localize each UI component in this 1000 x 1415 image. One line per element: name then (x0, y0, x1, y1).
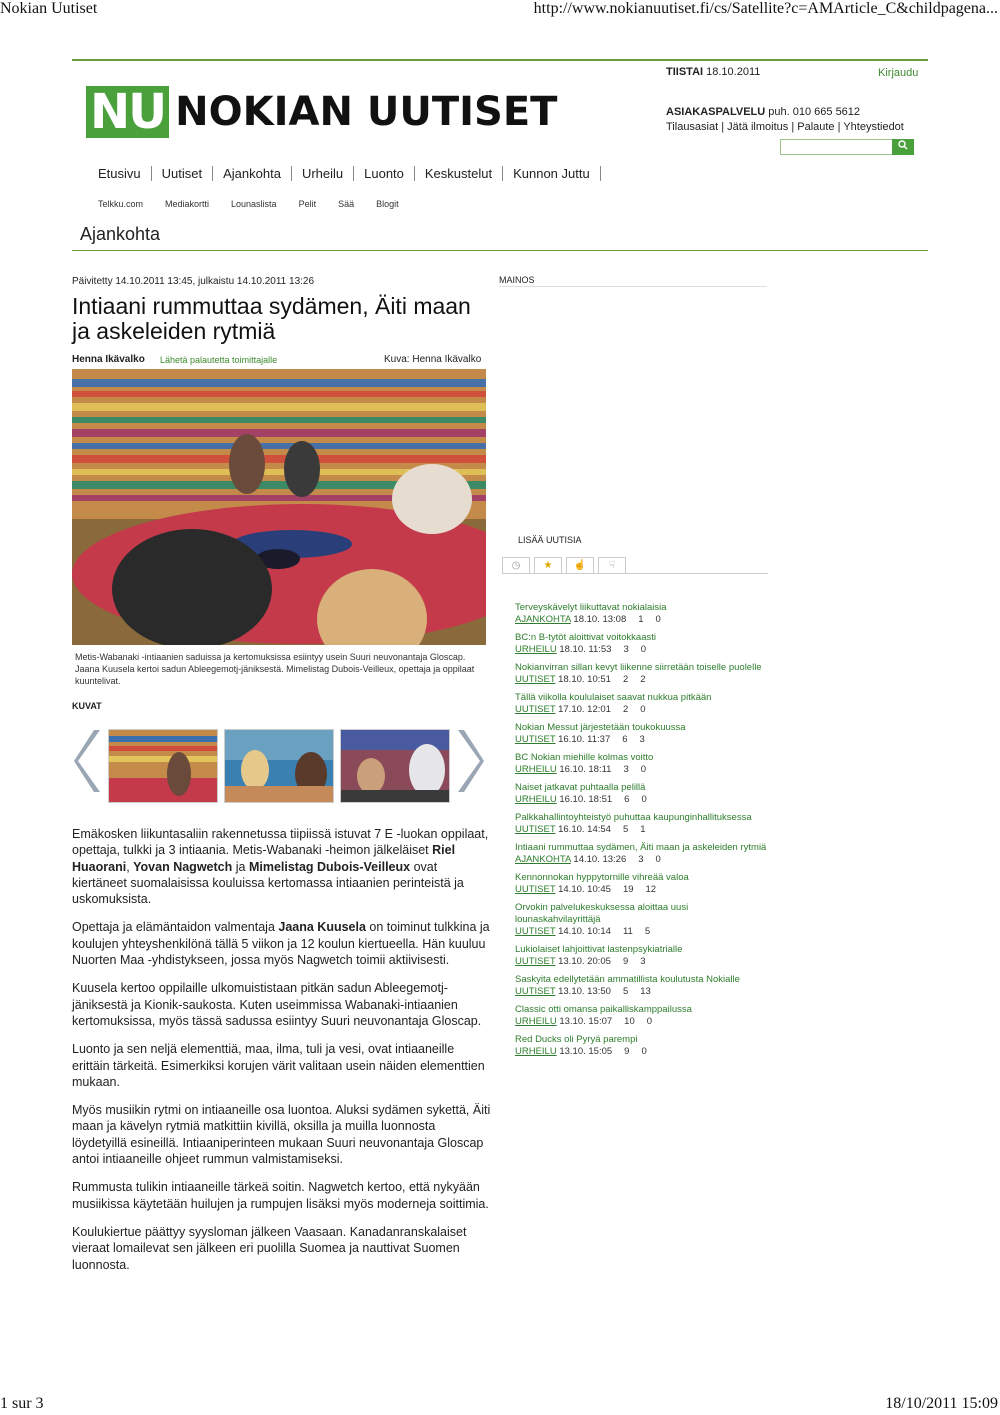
article-main-photo[interactable] (72, 369, 486, 645)
print-footer-page: 1 sur 3 (0, 1395, 44, 1412)
news-item-count-a: 3 (623, 764, 629, 775)
news-item-category[interactable]: UUTISET (515, 674, 556, 685)
news-item-category[interactable]: URHEILU (515, 644, 557, 655)
news-item-count-a: 10 (624, 1016, 635, 1027)
news-item-count-a: 9 (624, 1046, 630, 1057)
news-item[interactable] (515, 902, 767, 938)
subnav-item[interactable]: Sää (338, 199, 355, 209)
news-item-meta (515, 824, 767, 836)
news-item-count-b: 0 (641, 794, 647, 805)
article-paragraph: Koulukiertue päättyy syysloman jälkeen Vaasaan. Kanadanranskalaiset vieraat lomailevat sen jälkeen eri puolilla Suomea ja nauttivat Suomen luonnosta. (72, 1224, 467, 1272)
news-item-count-b: 5 (644, 926, 651, 937)
article-body (72, 826, 492, 1285)
news-item-meta (515, 1016, 767, 1028)
news-item[interactable] (515, 632, 767, 656)
news-item-title[interactable]: BC:n B-tytöt aloittivat voitokkaasti (515, 632, 656, 643)
news-item[interactable] (515, 1034, 767, 1058)
news-item-meta (515, 926, 767, 938)
search-button[interactable] (892, 139, 914, 155)
news-item-count-b: 12 (645, 884, 657, 895)
news-item-date: 14.10. 10:14 (558, 926, 611, 937)
news-item-count-b: 3 (640, 956, 646, 967)
news-item-count-a: 6 (624, 794, 630, 805)
news-item-title[interactable]: Naiset jatkavat puhtaalla pelillä (515, 782, 646, 793)
article-author: Henna Ikävalko (72, 354, 145, 365)
news-item-title[interactable]: Lukiolaiset lahjoittivat lastenpsykiatrialle (515, 944, 683, 955)
main-nav (88, 166, 601, 181)
star-icon: ★ (543, 560, 553, 571)
news-item-title[interactable]: Palkkahallintoyhteistyö puhuttaa kaupunginhallituksessa (515, 812, 752, 823)
subnav-item[interactable]: Blogit (376, 199, 399, 209)
news-item-meta (515, 674, 767, 686)
chevron-right-icon (456, 728, 484, 794)
news-item[interactable] (515, 944, 767, 968)
news-item-meta (515, 1046, 767, 1058)
news-item-category[interactable]: UUTISET (515, 824, 556, 835)
news-item-meta (515, 986, 767, 998)
news-item-meta (515, 956, 767, 968)
photo-credit: Kuva: Henna Ikävalko (384, 354, 482, 365)
news-item-meta (515, 734, 767, 746)
news-item-meta (515, 884, 767, 896)
subnav-item[interactable]: Telkku.com (98, 199, 144, 209)
news-item-title[interactable]: Kennonnokan hyppytornille vihreää valoa (515, 872, 689, 883)
news-item-category[interactable]: URHEILU (515, 1046, 557, 1057)
news-item-date: 13.10. 13:50 (558, 986, 611, 997)
news-item-title[interactable]: Saskyita edellytetään ammatillista koulutusta Nokialle (515, 974, 740, 985)
news-item-title[interactable]: Orvokin palvelukeskuksessa aloittaa uusi lounaskahvilayrittäjä (515, 902, 689, 925)
news-item-meta (515, 614, 767, 626)
news-item-count-b: 2 (640, 674, 646, 685)
nav-item[interactable]: Ajankohta (213, 166, 292, 181)
tab-latest[interactable] (502, 557, 530, 573)
section-divider (72, 250, 928, 251)
news-item-meta (515, 704, 767, 716)
thumbs-down-icon: ☟ (608, 560, 616, 571)
subnav-item[interactable]: Mediakortti (165, 199, 210, 209)
news-item-category[interactable]: UUTISET (515, 986, 556, 997)
news-item-count-a: 6 (622, 734, 628, 745)
news-item[interactable] (515, 812, 767, 836)
more-news-label: LISÄÄ UUTISIA (518, 535, 582, 545)
top-divider (72, 59, 928, 61)
logo-nu-mark: NU (86, 86, 169, 138)
news-item-date: 14.10. 13:26 (573, 854, 627, 865)
news-list (515, 602, 767, 1064)
customer-service: ASIAKASPALVELU puh. 010 665 5612 (666, 106, 861, 118)
gallery-label: KUVAT (72, 701, 102, 711)
chevron-left-icon (74, 728, 102, 794)
news-item[interactable] (515, 872, 767, 896)
news-item-date: 16.10. 14:54 (558, 824, 611, 835)
news-item-category[interactable]: URHEILU (515, 794, 557, 805)
news-item-category[interactable]: UUTISET (515, 926, 556, 937)
news-item-title[interactable]: Classic otti omansa paikallisk​amppailussa (515, 1004, 692, 1015)
news-item-date: 16.10. 11:37 (558, 734, 611, 745)
article-paragraph: Emäkosken liikuntasaliin rakennetussa tiipiissä istuvat 7 E -luokan oppilaat, opettaja, tulkki ja 3 intiaania. Metis-Wabanaki -heimon jälkeläiset Riel Huaorani, Yovan Nagwetch ja Mimelistag Dubois-Veilleux ovat kiertäneet suomalaisissa kouluissa kertomassa intiaanien perinteistä ja uskomuksista. (72, 827, 489, 907)
tab-liked[interactable] (566, 557, 594, 573)
news-item-count-a: 2 (622, 674, 629, 685)
subnav-item[interactable]: Pelit (298, 199, 317, 209)
print-footer-timestamp: 18/10/2011 15:09 (885, 1395, 998, 1412)
news-item-category[interactable]: UUTISET (515, 884, 556, 895)
news-item-count-b: 0 (655, 614, 661, 625)
clock-icon: ◷ (511, 560, 521, 571)
news-item-title[interactable]: Tällä viikolla koululaiset saavat nukkua pitkään (515, 692, 712, 703)
search-input[interactable] (780, 139, 894, 155)
news-item-category[interactable]: UUTISET (515, 704, 556, 715)
news-item-title[interactable]: Nokianvirran sillan kevyt liikenne siirretään toiselle puolelle (515, 662, 762, 673)
logo-name: NOKIAN UUTISET (175, 89, 558, 135)
news-item-category[interactable]: UUTISET (515, 734, 556, 745)
news-item-count-a: 5 (622, 824, 629, 835)
news-item-meta (515, 854, 767, 866)
nav-item[interactable]: Keskustelut (415, 166, 503, 181)
news-item[interactable] (515, 662, 767, 686)
gallery-next-button[interactable] (456, 728, 484, 799)
news-item-meta (515, 764, 767, 776)
subnav-item[interactable]: Lounaslista (231, 199, 277, 209)
login-link[interactable]: Kirjaudu (878, 67, 919, 79)
ad-label: MAINOS (499, 275, 535, 285)
news-item-count-a: 3 (638, 854, 644, 865)
feedback-link[interactable]: Lähetä palautetta toimittajalle (160, 355, 278, 365)
news-item-title[interactable]: BC Nokian miehille kolmas voitto (515, 752, 654, 763)
news-item-date: 18.10. 13:08 (573, 614, 627, 625)
news-item-category[interactable]: URHEILU (515, 1016, 557, 1027)
news-item-count-a: 1 (638, 614, 644, 625)
news-item-title[interactable]: Nokian Messut järjestetään toukokuussa (515, 722, 686, 733)
news-item-category[interactable]: AJANKOHTA (515, 614, 571, 625)
news-item-category[interactable]: AJANKOHTA (515, 854, 571, 865)
article-paragraph: Rummusta tulikin intiaaneille tärkeä soitin. Nagwetch kertoo, että nykyään musiikissa käytetään huilujen ja rumpujen lisäksi myös moderneja soittimia. (72, 1180, 489, 1211)
news-item-date: 13.10. 15:07 (559, 1016, 613, 1027)
tab-disliked[interactable] (598, 557, 626, 573)
gallery-thumbnail[interactable] (108, 729, 218, 803)
news-item-count-b: 13 (640, 986, 651, 997)
news-item-count-b: 0 (640, 764, 647, 775)
news-item-count-b: 0 (640, 644, 647, 655)
news-item-count-a: 19 (622, 884, 634, 895)
news-item-count-a: 11 (622, 926, 633, 937)
news-item-count-a: 9 (622, 956, 629, 967)
nav-item[interactable]: Luonto (354, 166, 415, 181)
news-item[interactable] (515, 722, 767, 746)
gallery-thumbnail[interactable] (340, 729, 450, 803)
news-item-category[interactable]: URHEILU (515, 764, 557, 775)
news-item-meta (515, 794, 767, 806)
news-item-date: 16.10. 18:11 (559, 764, 612, 775)
news-item[interactable] (515, 752, 767, 776)
news-item[interactable] (515, 692, 767, 716)
news-item[interactable] (515, 782, 767, 806)
news-item[interactable] (515, 602, 767, 626)
section-title: Ajankohta (80, 224, 161, 244)
gallery-thumbnail[interactable] (224, 729, 334, 803)
news-item[interactable] (515, 974, 767, 998)
site-logo[interactable] (86, 86, 557, 138)
news-item-count-b: 0 (640, 704, 646, 715)
article-title: Intiaani rummuttaa sydämen, Äiti maan ja askeleiden rytmiä (72, 293, 471, 344)
article-paragraph: Luonto ja sen neljä elementtiä, maa, ilma, tuli ja vesi, ovat intiaaneille erittäin tärkeitä. Esimerkiksi korujen värit valitaan usein näiden elementtien mukaan. (72, 1042, 485, 1089)
news-item-date: 18.10. 11:53 (559, 644, 612, 655)
news-item-count-b: 0 (641, 1046, 647, 1057)
search-icon (898, 140, 908, 150)
nav-item[interactable]: Urheilu (292, 166, 354, 181)
news-tabs (502, 557, 626, 573)
ad-divider (499, 286, 767, 287)
news-item-date: 18.10. 10:51 (558, 674, 611, 685)
photo-caption: Metis-Wabanaki -intiaanien saduissa ja kertomuksissa esiintyy usein Suuri neuvonantaja Gloscap. Jaana Kuusela kertoi sadun Ableegemotj-jäniksestä. Mimelistag Dubois-Veilleux, opettaja ja oppilaat kuuntelivat. (75, 652, 475, 686)
news-item-count-b: 3 (639, 734, 645, 745)
print-header-url: http://www.nokianuutiset.fi/cs/Satellite?c=AMArticle_C&childpagena... (533, 0, 998, 17)
news-item-date: 14.10. 10:45 (558, 884, 611, 895)
news-item-title[interactable]: Red Ducks oli Pyryä parempi (515, 1034, 638, 1045)
news-item-category[interactable]: UUTISET (515, 956, 556, 967)
news-item-count-a: 5 (622, 986, 629, 997)
print-header-title: Nokian Uutiset (0, 0, 98, 17)
tabs-divider (502, 573, 768, 574)
news-item-date: 13.10. 20:05 (558, 956, 611, 967)
news-item-title[interactable]: Intiaani rummuttaa sydämen, Äiti maan ja askeleiden rytmiä (515, 842, 767, 853)
sub-nav (98, 199, 399, 209)
service-links[interactable]: Tilausasiat | Jätä ilmoitus | Palaute | Yhteystiedot (666, 121, 904, 133)
article-paragraph: Myös musiikin rytmi on intiaaneille osa luontoa. Aluksi sydämen sykettä, Äiti maan ja kävelyn rytmiä matkittiin kivillä, oksilla ja muilla luonnosta löydetyillä esineillä. Intiaaniperinteen mukaan Suuri neuvonantaja Gloscap antoi intiaaneille ohjeet rummun valmistamiseksi. (72, 1103, 491, 1167)
news-item-count-b: 0 (655, 854, 661, 865)
news-item-date: 13.10. 15:05 (559, 1046, 613, 1057)
current-date: TIISTAI 18.10.2011 (666, 66, 761, 78)
article-paragraph: Opettaja ja elämäntaidon valmentaja Jaana Kuusela on toiminut tulkkina ja koulujen yhteyshenkilönä tällä 5 viikon ja 12 koulun kiertueella. Hän kuuluu Nuorten Maa -yhdistykseen, jossa myös Nagwetch toimii aktiivisesti. (72, 920, 490, 968)
news-item-count-a: 3 (623, 644, 629, 655)
news-item-count-b: 1 (640, 824, 646, 835)
nav-item[interactable]: Kunnon Juttu (503, 166, 601, 181)
gallery-prev-button[interactable] (74, 728, 102, 799)
news-item-title[interactable]: Terveyskävelyt liikuttavat nokialaisia (515, 602, 667, 613)
news-item-count-b: 0 (646, 1016, 653, 1027)
news-item[interactable] (515, 1004, 767, 1028)
tab-popular[interactable] (534, 557, 562, 573)
nav-item[interactable]: Etusivu (88, 166, 152, 181)
article-updated: Päivitetty 14.10.2011 13:45, julkaistu 14.10.2011 13:26 (72, 276, 315, 287)
nav-item[interactable]: Uutiset (152, 166, 213, 181)
news-item-date: 17.10. 12:01 (558, 704, 611, 715)
article-paragraph: Kuusela kertoo oppilaille ulkomuististaan pitkän sadun Ableegemotj-jäniksestä ja Kionik-saukosta. Kuten useimmissa Wabanaki-intiaanien kertomuksissa, myös tässä sadussa esiintyy Suuri neuvonantaja Gloscap. (72, 981, 482, 1028)
thumbs-up-icon: ☝ (573, 560, 587, 571)
news-item[interactable] (515, 842, 767, 866)
news-item-count-a: 2 (622, 704, 629, 715)
news-item-meta (515, 644, 767, 656)
news-item-date: 16.10. 18:51 (559, 794, 613, 805)
